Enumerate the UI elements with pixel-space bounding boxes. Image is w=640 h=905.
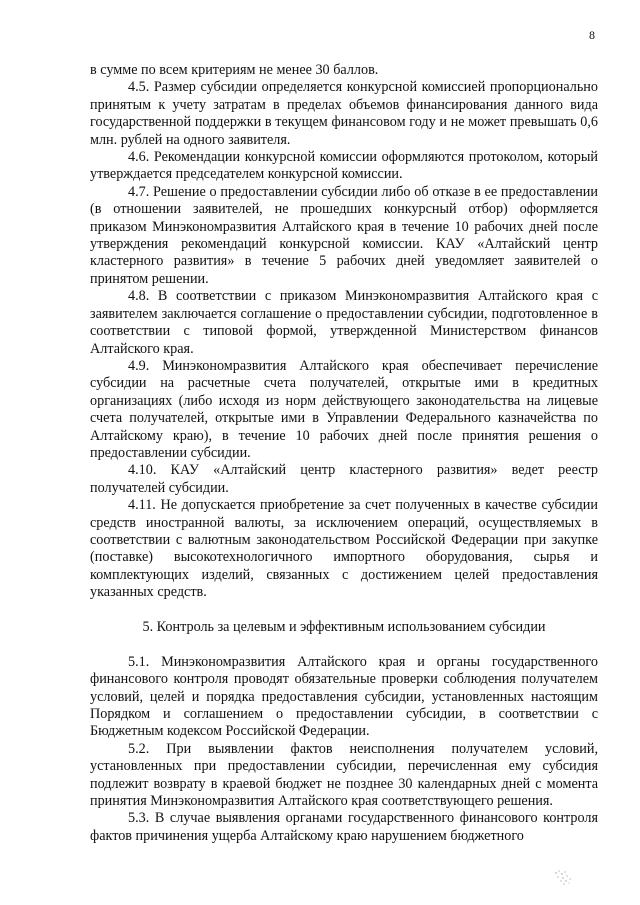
document-body — [90, 62, 598, 845]
paragraph-5-3: 5.3. В случае выявления органами государственного финансового контроля фактов причинения ущерба Алтайскому краю нарушением бюджетного — [90, 810, 598, 844]
paragraph-5-2: 5.2. При выявлении фактов неисполнения получателем условий, установленных при предоставлении субсидии, перечисленная ему субсидия подлежит возврату в краевой бюджет не позднее 30 календарных дней с момента принятия Минэкономразвития Алтайского края соответствующего решения. — [90, 740, 598, 810]
paragraph-4-7: 4.7. Решение о предоставлении субсидии либо об отказе в ее предоставлении (в отношении заявителей, не прошедших конкурсный отбор) оформляется приказом Минэкономразвития Алтайского края в течение 10 рабочих дней после утверждения рекомендаций конкурсной комиссии. КАУ «Алтайский центр кластерного развития» в течение 5 рабочих дней уведомляет заявителей о принятом решении. — [90, 183, 598, 287]
paragraph-5-1: 5.1. Минэкономразвития Алтайского края и органы государственного финансового контроля проводят обязательные проверки соблюдения получателем условий, целей и порядка предоставления субсидии, установленных настоящим Порядком и соглашением о предоставлении субсидии, в соответствии с Бюджетным кодексом Российской Федерации. — [90, 653, 598, 740]
paragraph-4-11: 4.11. Не допускается приобретение за счет полученных в качестве субсидии средств иностранной валюты, за исключением операций, осуществляемых в соответствии с валютным законодательством Российской Федерации при закупке (поставке) высокотехнологичного импортного оборудования, сырья и комплектующих изделий, связанных с достижением целей предоставления указанных средств. — [90, 497, 598, 601]
paragraph-4-9: 4.9. Минэкономразвития Алтайского края обеспечивает перечисление субсидии на расчетные счета получателей, открытые ими в кредитных организациях (либо исходя из норм действующего законодательства на лицевые счета получателей, открытые ими в Управлении Федерального казначейства по Алтайскому краю), в течение 10 рабочих дней после принятия решения о предоставлении субсидии. — [90, 357, 598, 461]
paragraph-continuation: в сумме по всем критериям не менее 30 баллов. — [90, 62, 379, 78]
paragraph-4-6: 4.6. Рекомендации конкурсной комиссии оформляются протоколом, который утверждается председателем конкурсной комиссии. — [90, 149, 598, 183]
page-number: 8 — [589, 28, 595, 42]
scan-artifact — [553, 869, 575, 887]
paragraph-4-5: 4.5. Размер субсидии определяется конкурсной комиссией пропорционально принятым к учету затратам в пределах объемов финансирования данного вида государственной поддержки в текущем финансовом году и не может превышать 0,6 млн. рублей на одного заявителя. — [90, 79, 598, 148]
section-heading: 5. Контроль за целевым и эффективным использованием субсидии — [142, 618, 546, 635]
paragraph-4-8: 4.8. В соответствии с приказом Минэкономразвития Алтайского края с заявителем заключается соглашение о предоставлении субсидии, подготовленное в соответствии с типовой формой, утвержденной Министерством финансов Алтайского края. — [90, 288, 598, 357]
paragraph-4-10: 4.10. КАУ «Алтайский центр кластерного развития» ведет реестр получателей субсидии. — [90, 462, 598, 496]
